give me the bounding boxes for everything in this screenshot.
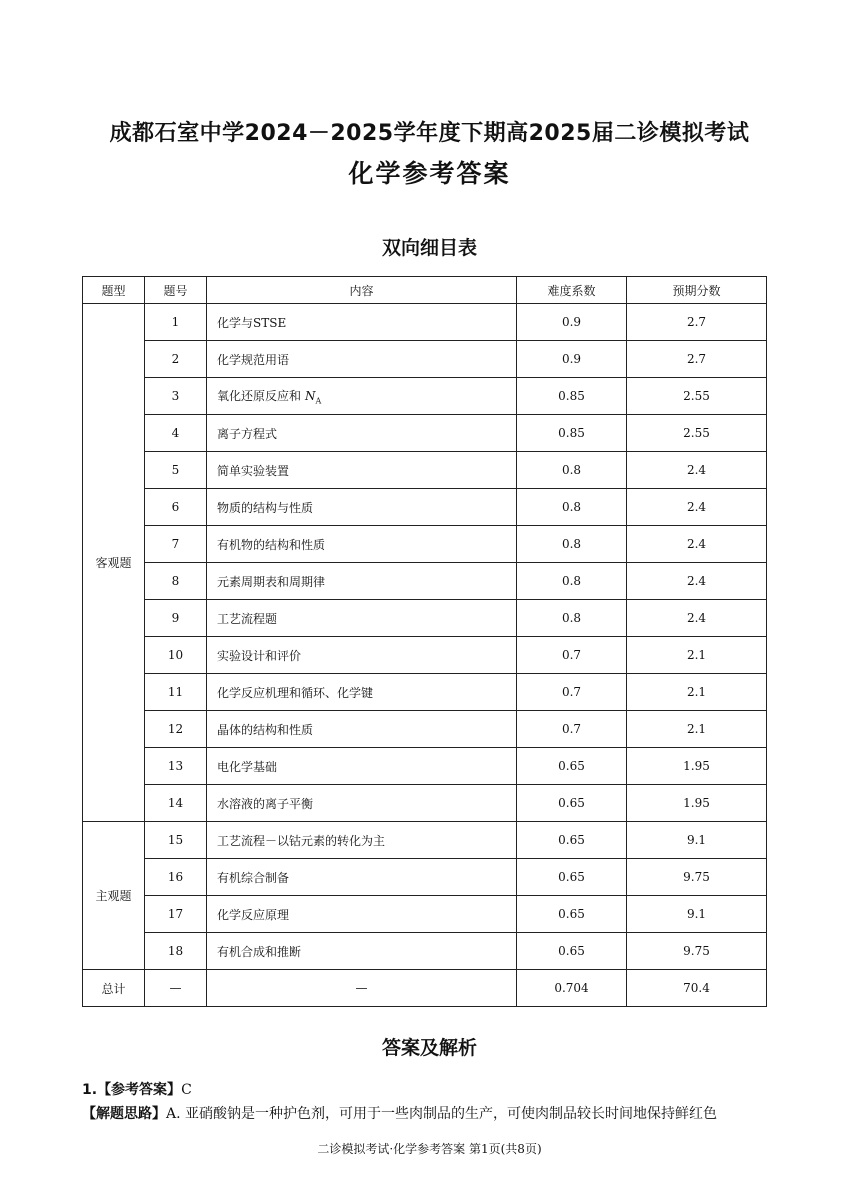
content-text: 实验设计和评价 (217, 648, 302, 663)
content-text: 化学与STSE (217, 315, 287, 330)
cell-number: 1 (145, 304, 207, 341)
header-score: 预期分数 (627, 277, 767, 304)
cell-content (207, 637, 517, 674)
total-difficulty: 0.704 (517, 970, 627, 1007)
cell-difficulty: 0.65 (517, 822, 627, 859)
cell-number: 3 (145, 378, 207, 415)
cell-number: 6 (145, 489, 207, 526)
cell-score: 2.4 (627, 600, 767, 637)
table-row (83, 378, 767, 415)
cell-content (207, 489, 517, 526)
cell-difficulty: 0.8 (517, 452, 627, 489)
cell-difficulty: 0.9 (517, 341, 627, 378)
question-number: 1. (82, 1082, 98, 1098)
content-text: 有机物的结构和性质 (217, 537, 326, 552)
table-row (83, 341, 767, 378)
cell-content (207, 378, 517, 415)
cell-score: 9.1 (627, 822, 767, 859)
table-row (83, 896, 767, 933)
cell-score: 1.95 (627, 785, 767, 822)
table-row (83, 711, 767, 748)
cell-difficulty: 0.65 (517, 748, 627, 785)
cell-difficulty: 0.9 (517, 304, 627, 341)
cell-number: 13 (145, 748, 207, 785)
header-content: 内容 (207, 277, 517, 304)
content-text: 工艺流程－以钴元素的转化为主 (217, 833, 386, 848)
cell-difficulty: 0.7 (517, 637, 627, 674)
cell-difficulty: 0.7 (517, 674, 627, 711)
group-objective: 客观题 (83, 304, 145, 822)
table-row (83, 563, 767, 600)
cell-number: 15 (145, 822, 207, 859)
cell-number: 14 (145, 785, 207, 822)
total-content: — (207, 970, 517, 1007)
content-text: 氧化还原反应和 (217, 388, 302, 403)
cell-number: 5 (145, 452, 207, 489)
cell-score: 2.4 (627, 526, 767, 563)
cell-content (207, 563, 517, 600)
answer-subtitle: 化学参考答案 (348, 159, 511, 188)
cell-content (207, 304, 517, 341)
cell-difficulty: 0.85 (517, 378, 627, 415)
total-row (83, 970, 767, 1007)
header-number: 题号 (145, 277, 207, 304)
cell-difficulty: 0.65 (517, 859, 627, 896)
cell-content (207, 415, 517, 452)
table-row (83, 637, 767, 674)
content-text: 元素周期表和周期律 (217, 574, 326, 589)
cell-content (207, 452, 517, 489)
content-text: 简单实验装置 (217, 463, 290, 478)
cell-number: 9 (145, 600, 207, 637)
cell-score: 9.75 (627, 933, 767, 970)
cell-score: 2.4 (627, 489, 767, 526)
content-text: 有机合成和推断 (217, 944, 302, 959)
cell-score: 2.55 (627, 415, 767, 452)
table-row (83, 933, 767, 970)
cell-difficulty: 0.8 (517, 526, 627, 563)
cell-score: 2.4 (627, 563, 767, 600)
cell-number: 2 (145, 341, 207, 378)
content-text: 化学反应原理 (217, 907, 290, 922)
cell-number: 17 (145, 896, 207, 933)
explain-label: 【解题思路】 (82, 1106, 166, 1122)
cell-score: 1.95 (627, 748, 767, 785)
cell-score: 2.1 (627, 637, 767, 674)
cell-number: 11 (145, 674, 207, 711)
content-text: 离子方程式 (217, 426, 278, 441)
cell-number: 8 (145, 563, 207, 600)
cell-number: 16 (145, 859, 207, 896)
cell-score: 2.55 (627, 378, 767, 415)
cell-score: 2.1 (627, 711, 767, 748)
cell-content (207, 600, 517, 637)
cell-content (207, 822, 517, 859)
cell-difficulty: 0.85 (517, 415, 627, 452)
cell-number: 4 (145, 415, 207, 452)
cell-content (207, 896, 517, 933)
cell-content (207, 859, 517, 896)
cell-score: 2.4 (627, 452, 767, 489)
cell-difficulty: 0.7 (517, 711, 627, 748)
cell-score: 2.7 (627, 304, 767, 341)
cell-content (207, 785, 517, 822)
cell-content (207, 526, 517, 563)
table-row (83, 452, 767, 489)
content-text: 化学规范用语 (217, 352, 290, 367)
cell-difficulty: 0.8 (517, 600, 627, 637)
question-1-explanation (82, 1103, 782, 1123)
question-1-answer (82, 1079, 192, 1099)
cell-content (207, 933, 517, 970)
explain-text: A. 亚硝酸钠是一种护色剂，可用于一些肉制品的生产，可使肉制品较长时间地保持鲜红色 (166, 1106, 718, 1122)
content-text: 化学反应机理和循环、化学键 (217, 685, 374, 700)
content-variable: N (305, 388, 316, 403)
answer-value: C (181, 1082, 192, 1098)
cell-difficulty: 0.65 (517, 933, 627, 970)
cell-content (207, 748, 517, 785)
cell-content (207, 711, 517, 748)
table-row (83, 785, 767, 822)
analysis-title: 答案及解析 (381, 1037, 477, 1059)
content-text: 物质的结构与性质 (217, 500, 314, 515)
cell-difficulty: 0.65 (517, 896, 627, 933)
table-row (83, 822, 767, 859)
table-row (83, 748, 767, 785)
total-label: 总计 (83, 970, 145, 1007)
total-score: 70.4 (627, 970, 767, 1007)
cell-number: 18 (145, 933, 207, 970)
content-text: 水溶液的离子平衡 (217, 796, 314, 811)
content-text: 电化学基础 (217, 759, 278, 774)
spec-table (82, 276, 767, 1007)
table-row (83, 526, 767, 563)
page-footer: 二诊模拟考试·化学参考答案 第1页(共8页) (317, 1142, 542, 1156)
header-difficulty: 难度系数 (517, 277, 627, 304)
content-text: 晶体的结构和性质 (217, 722, 314, 737)
table-title: 双向细目表 (381, 237, 477, 259)
cell-score: 9.1 (627, 896, 767, 933)
table-row (83, 674, 767, 711)
table-row (83, 415, 767, 452)
cell-score: 2.7 (627, 341, 767, 378)
cell-difficulty: 0.65 (517, 785, 627, 822)
content-text: 工艺流程题 (217, 611, 278, 626)
exam-title: 成都石室中学2024－2025学年度下期高2025届二诊模拟考试 (109, 121, 750, 146)
cell-score: 9.75 (627, 859, 767, 896)
cell-content (207, 341, 517, 378)
cell-content (207, 674, 517, 711)
answer-label: 【参考答案】 (97, 1082, 182, 1098)
table-row (83, 600, 767, 637)
group-subjective: 主观题 (83, 822, 145, 970)
cell-number: 12 (145, 711, 207, 748)
cell-difficulty: 0.8 (517, 563, 627, 600)
total-number: — (145, 970, 207, 1007)
table-row (83, 489, 767, 526)
header-type: 题型 (83, 277, 145, 304)
cell-number: 7 (145, 526, 207, 563)
table-header-row (83, 277, 767, 304)
cell-number: 10 (145, 637, 207, 674)
cell-difficulty: 0.8 (517, 489, 627, 526)
cell-score: 2.1 (627, 674, 767, 711)
content-subscript: A (315, 396, 322, 406)
content-text: 有机综合制备 (217, 870, 290, 885)
table-row (83, 304, 767, 341)
table-row (83, 859, 767, 896)
